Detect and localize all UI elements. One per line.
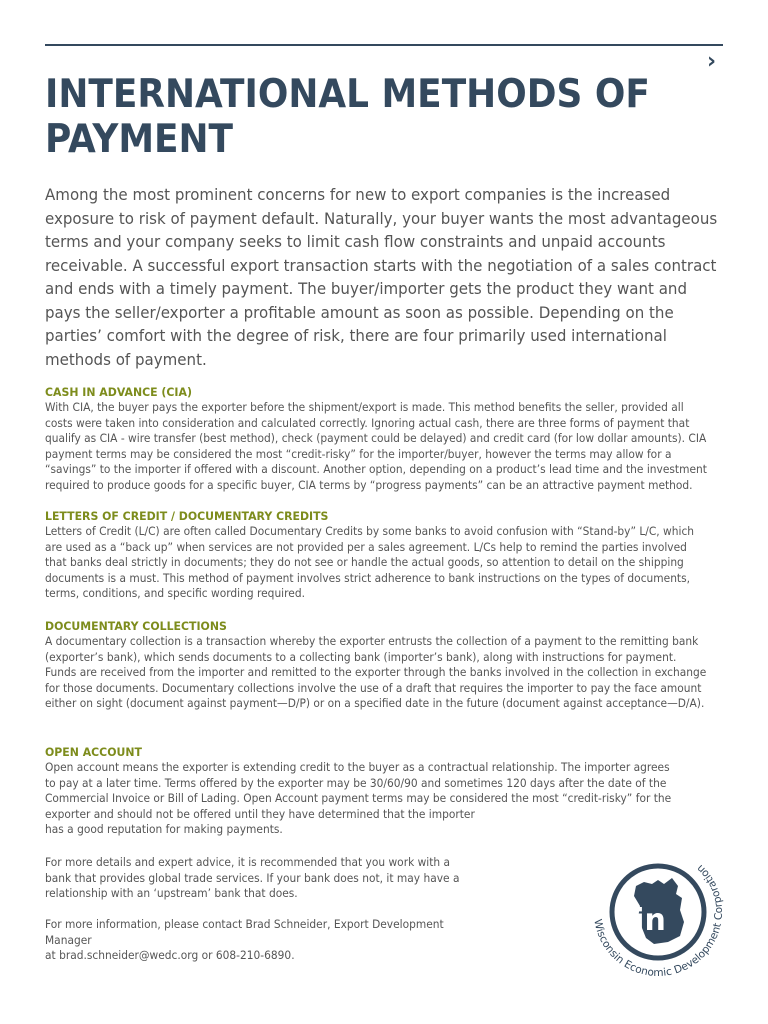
- intro-paragraph: Among the most prominent concerns for new to export companies is the increased exposure to risk of payment default. Naturally, your buyer wants the most advantageous terms and your company seeks to limit cash flow constraints and unpaid accounts receivable. A successful export transaction starts with the negotiation of a sales contract and ends with a timely payment. The buyer/importer gets the product they want and pays the seller/exporter a profitable amount as soon as possible. Depending on the parties’ comfort with the degree of risk, there are four primarily used international methods of payment.: [45, 185, 718, 369]
- section-body: Letters of Credit (L/C) are often called Documentary Credits by some banks to avoid confusion with “Stand-by” L/C, which are used as a “back up” when services are not provided per a sales agreement. L/Cs help to remind the parties involved that banks deal strictly in documents; they do not see or handle the actual goods, so attention to detail on the shipping documents is a must. This method of payment involves strict adherence to bank instructions on the types of documents, terms, conditions, and specific wording required.: [45, 524, 695, 601]
- section-heading: OPEN ACCOUNT: [45, 745, 142, 759]
- body-line: Open account means the exporter is extending credit to the buyer as a contractual relationship. The importer agrees: [45, 760, 670, 774]
- section-cash-in-advance: [45, 385, 745, 494]
- contact-line: For more information, please contact Brad Schneider, Export Development Manager: [45, 917, 444, 947]
- body-line: exporter and should not be offered until they have determined that the importer: [45, 806, 475, 821]
- advice-line: relationship with an ‘upstream’ bank that does.: [45, 886, 298, 901]
- body-line: Commercial Invoice or Bill of Lading. Open Account payment terms may be considered the most “credit-risky” for the: [45, 791, 672, 806]
- advice-paragraph: [45, 855, 489, 902]
- section-heading: CASH IN ADVANCE (CIA): [45, 385, 192, 399]
- logo-ring-text: Wisconsin Economic Development Corporation: [591, 862, 726, 980]
- advice-line: For more details and expert advice, it is recommended that you work with a: [45, 855, 451, 869]
- wedc-logo: [584, 838, 732, 986]
- section-body: [45, 760, 711, 838]
- logo-mark-text: in: [634, 903, 666, 938]
- section-body: A documentary collection is a transaction whereby the exporter entrusts the collection of a payment to the remitting bank (exporter’s bank), which sends documents to a collecting bank (importer’s bank), along with instructions for payment. Funds are received from the importer and remitted to the exporter through the banks involved in the collection in exchange for those documents. Documentary collections involve the use of a draft that requires the importer to pay the face amount either on sight (document against payment—D/P) or on a specified date in the future (document against acceptance—D/A).: [45, 634, 707, 711]
- section-body: With CIA, the buyer pays the exporter before the shipment/export is made. This method benefits the seller, provided all costs were taken into consideration and calculated correctly. Ignoring actual cash, there are three forms of payment that qualify as CIA - wire transfer (best method), check (payment could be delayed) and credit card (for low dollar amounts). CIA payment terms may be considered the most “credit-risky” for the importer/buyer, however the terms may allow for a “savings” to the importer if offered with a discount. Another option, depending on a product’s lead time and the investment required to produce goods for a specific buyer, CIA terms by “progress payments” can be an attractive payment method.: [45, 400, 707, 492]
- body-line: to pay at a later time. Terms offered by the exporter may be 30/60/90 and sometimes 120 days after the date of the: [45, 775, 667, 790]
- section-open-account: [45, 745, 745, 838]
- page-title: INTERNATIONAL METHODS OF PAYMENT: [45, 72, 650, 162]
- contact-line: at brad.schneider@wedc.org or 608-210-6890.: [45, 948, 295, 963]
- section-letters-of-credit: [45, 509, 745, 602]
- chevron-right-icon[interactable]: ›: [707, 49, 717, 74]
- advice-line: bank that provides global trade services. If your bank does not, it may have a: [45, 870, 460, 885]
- contact-paragraph: [45, 917, 489, 964]
- body-line: has a good reputation for making payments.: [45, 822, 283, 837]
- section-heading: LETTERS OF CREDIT / DOCUMENTARY CREDITS: [45, 509, 329, 523]
- section-heading: DOCUMENTARY COLLECTIONS: [45, 619, 227, 633]
- top-divider: [45, 44, 723, 46]
- section-documentary-collections: [45, 619, 745, 712]
